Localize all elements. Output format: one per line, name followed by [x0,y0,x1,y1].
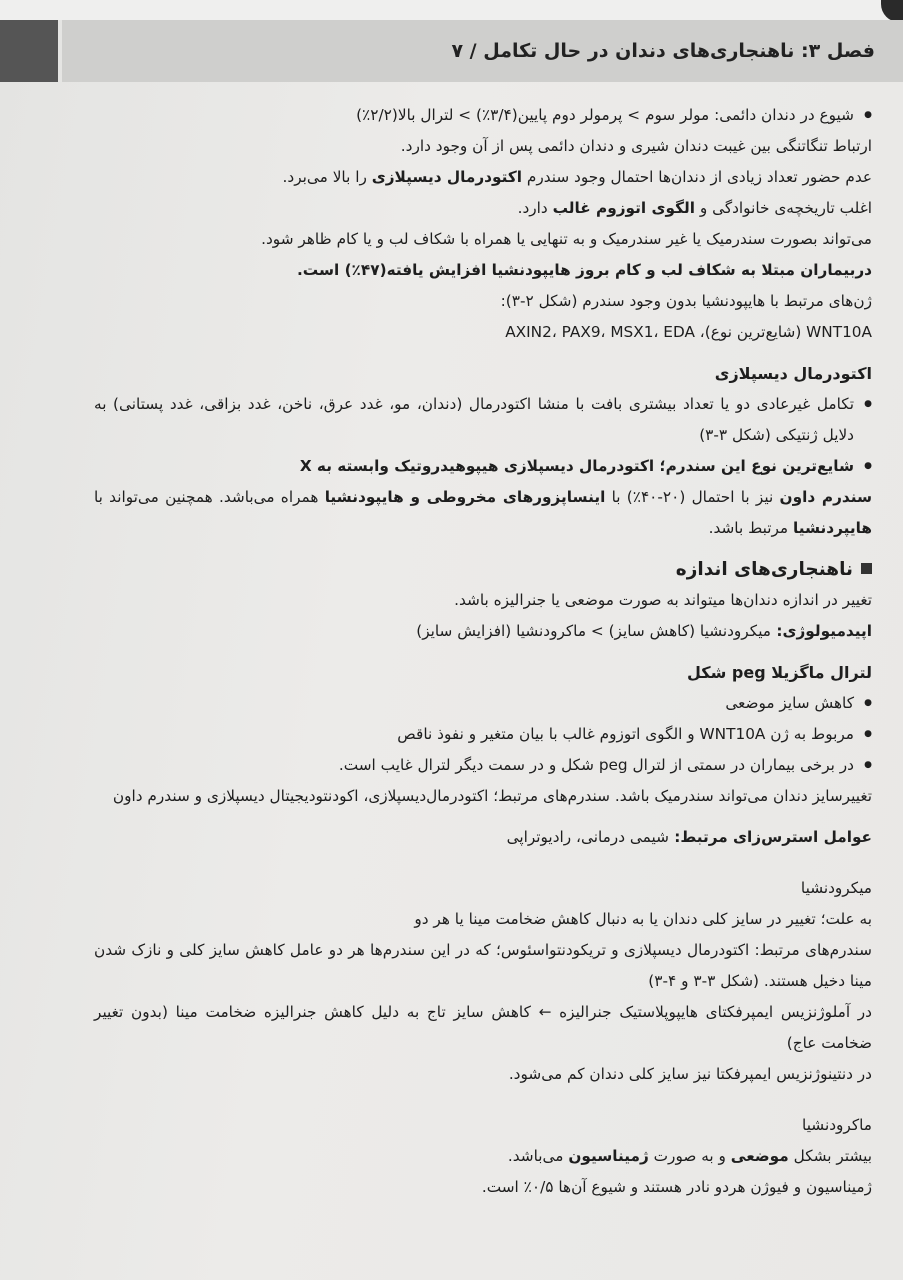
text-line: به علت؛ تغییر در سایز کلی دندان یا به دنبال کاهش ضخامت مینا یا هر دو [414,910,872,928]
down-syndrome-paragraph: سندرم داون نیز با احتمال (۲۰-۴۰٪) با اینساپزورهای مخروطی و هایپودنشیا همراه می‌باشد. همچنین می‌تواند با هایپردنشیا مرتبط باشد. [94,488,873,537]
peg-bullet-2: ● مربوط به ژن WNT10A و الگوی اتوزوم غالب با بیان متغیر و نفوذ ناقص [94,719,872,750]
stressors-line: عوامل استرس‌زای مرتبط: شیمی درمانی، رادیوتراپی [506,828,872,846]
text-line: تغییر در اندازه دندان‌ها میتواند به صورت موضعی یا جنرالیزه باشد. [454,591,872,609]
text-line: اغلب تاریخچه‌ی خانوادگی و الگوی اتوزوم غالب دارد. [517,199,872,217]
section-size-anomalies: ناهنجاری‌های اندازه [94,554,872,585]
running-header-title: فصل ۳: ناهنجاری‌های دندان در حال تکامل / ۷ [451,40,875,62]
text-line: می‌تواند بصورت سندرمیک یا غیر سندرمیک و به تنهایی یا همراه با شکاف لب و یا کام ظاهر شود. [261,230,872,248]
heading-ectodermal-dysplasia: اکتودرمال دیسپلازی [714,364,872,383]
text-line: در دنتینوژنزیس ایمپرفکتا نیز سایز کلی دندان کم می‌شود. [508,1065,872,1083]
page-top-edge [0,0,903,20]
gene-list: WNT10A (شایع‌ترین نوع)، AXIN2، PAX9، MSX1، EDA [505,323,872,341]
peg-bullet-3: ● در برخی بیماران در سمتی از لترال peg شکل و در سمت دیگر لترال غایب است. [94,750,872,781]
text-line: ژن‌های مرتبط با هایپودنشیا بدون وجود سندرم (شکل ۲-۳): [500,292,872,310]
micro-syndromes-paragraph: سندرم‌های مرتبط: اکتودرمال دیسپلازی و تریکودنتواسئوس؛ که در این سندرم‌ها هر دو عامل کاهش سایز کلی و نازک شدن مینا دخیل هستند. (شکل ۳-۳ و ۴-۳) [94,941,872,990]
page-content [94,100,872,1203]
heading-peg-lateral: لترال ماگزیلا peg شکل [687,663,872,682]
syndromic-size-paragraph: تغییرسایز دندان می‌تواند سندرمیک باشد. سندرم‌های مرتبط؛ اکتودرمال‌دیسپلازی، اکودنتودیجیتال دیسپلازی و سندرم داون [112,787,872,805]
heading-microdontia: میکرودنشیا [800,879,872,897]
ecto-bullet-1: ● تکامل غیرعادی دو یا تعداد بیشتری بافت با منشا اکتودرمال (دندان، مو، غدد عرق، ناخن، غدد بزاقی، غدد پستانی) به دلایل ژنتیکی (شکل ۳-۳) [94,389,872,451]
header-chapter-block [0,20,58,82]
ecto-bullet-2: ● شایع‌ترین نوع این سندرم؛ اکتودرمال دیسپلازی هیپوهیدروتیک وابسته به X [94,451,872,482]
text-line: بیشتر بشکل موضعی و به صورت ژمیناسیون می‌باشد. [507,1147,872,1165]
text-line: عدم حضور تعداد زیادی از دندان‌ها احتمال وجود سندرم اکتودرمال دیسپلازی را بالا می‌برد. [282,168,872,186]
text-line: ژمیناسیون و فیوژن هردو نادر هستند و شیوع آن‌ها ۰/۵٪ است. [481,1178,872,1196]
heading-macrodontia: ماکرودنشیا [802,1116,872,1134]
micro-ai-paragraph: در آملوژنزیس ایمپرفکتای هایپوپلاستیک جنرالیزه ← کاهش سایز تاج به دلیل کاهش جنرالیزه ضخامت مینا (بدون تغییر ضخامت عاج) [94,1003,872,1052]
epidemiology-line: اپیدمیولوژی: میکرودنشیا (کاهش سایز) > ماکرودنشیا (افزایش سایز) [416,622,872,640]
text-line: ارتباط تنگاتنگی بین غیبت دندان شیری و دندان ‌دائمی پس از آن وجود دارد. [400,137,872,155]
peg-bullet-1: ● کاهش سایز موضعی [94,688,872,719]
text-line-bold: دربیماران مبتلا به شکاف لب و کام بروز هایپودنشیا افزایش یافته(۴۷٪) است. [296,261,872,279]
prevalence-bullet: ● شیوع در دندان دائمی: مولر سوم > پرمولر دوم پایین(۳/۴٪) > لترال بالا(۲/۲٪) [94,100,872,131]
